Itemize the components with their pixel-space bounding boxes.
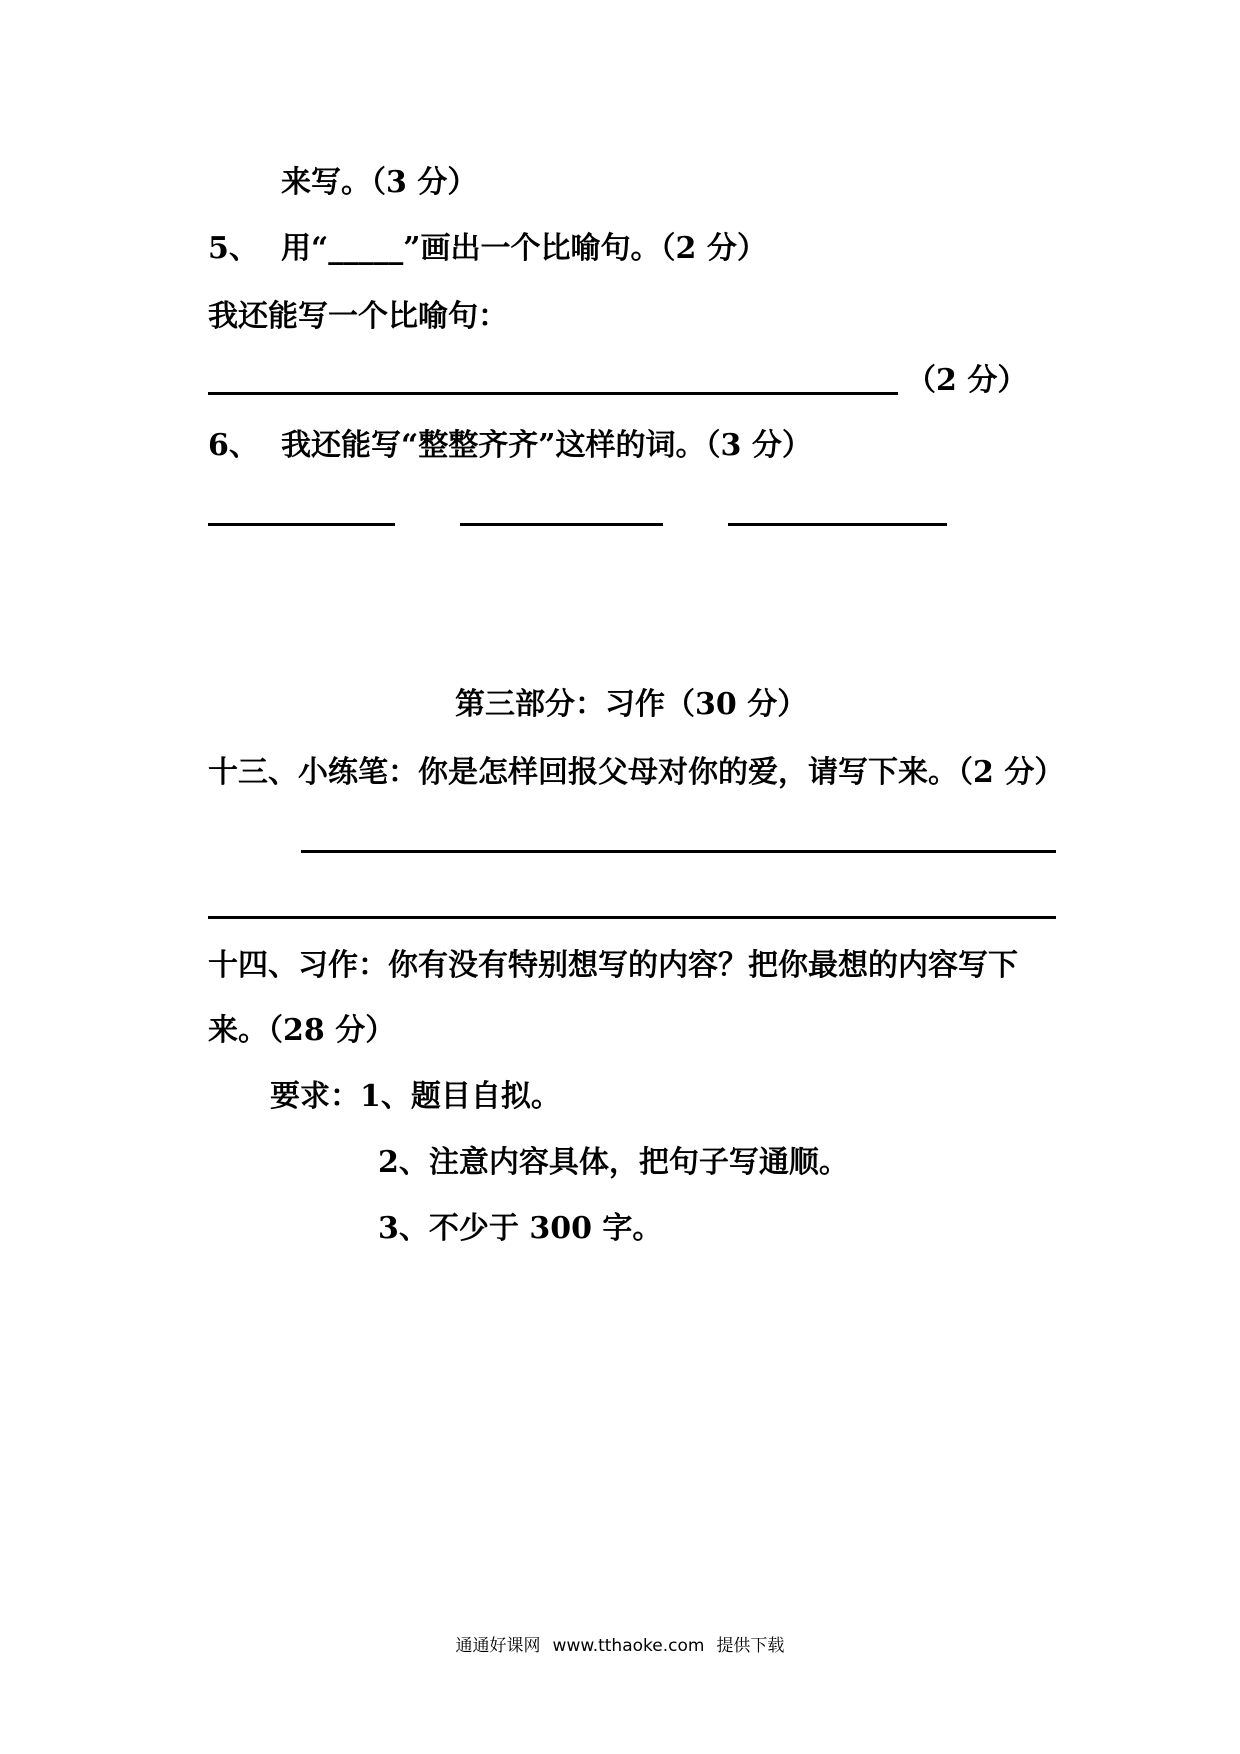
q14-text-line-2: 来。（28 分） (208, 1013, 396, 1048)
q5-prompt: 我还能写一个比喻句： (208, 299, 508, 334)
q4-continuation: 来写。（3 分） (281, 165, 478, 200)
q6-answer-line-3 (728, 523, 947, 526)
part3-heading: 第三部分：习作（30 分） (455, 687, 808, 722)
q5-answer-line (208, 392, 898, 395)
requirement-item: 1、题目自拟。 (360, 1079, 561, 1114)
q5-text: 用“_____”画出一个比喻句。（2 分） (281, 231, 767, 266)
q6-answer-line-2 (460, 523, 663, 526)
q5-answer-score: （2 分） (906, 363, 1028, 398)
q5-number: 5、 (208, 231, 259, 266)
q14-text-line-1: 十四、习作：你有没有特别想写的内容？把你最想的内容写下 (208, 948, 1018, 983)
requirement-item: 3、不少于 300 字。 (378, 1211, 663, 1246)
requirements-label: 要求： (270, 1079, 360, 1114)
q6-answer-line-1 (208, 523, 395, 526)
q6-number: 6、 (208, 428, 259, 463)
q6-text: 我还能写“整整齐齐”这样的词。（3 分） (281, 428, 812, 463)
q13-answer-line-1 (301, 850, 1056, 853)
q13-answer-line-2 (208, 916, 1056, 919)
footer-url: www.tthaoke.com (552, 1636, 705, 1656)
q13-text: 十三、小练笔：你是怎样回报父母对你的爱，请写下来。（2 分） (208, 755, 1065, 790)
q14-requirement-row-1 (270, 1081, 561, 1113)
page-footer (0, 1636, 1240, 1656)
footer-suffix: 提供下载 (716, 1636, 785, 1656)
footer-site-name: 通通好课网 (455, 1636, 541, 1656)
requirement-item: 2、注意内容具体，把句子写通顺。 (378, 1145, 849, 1180)
